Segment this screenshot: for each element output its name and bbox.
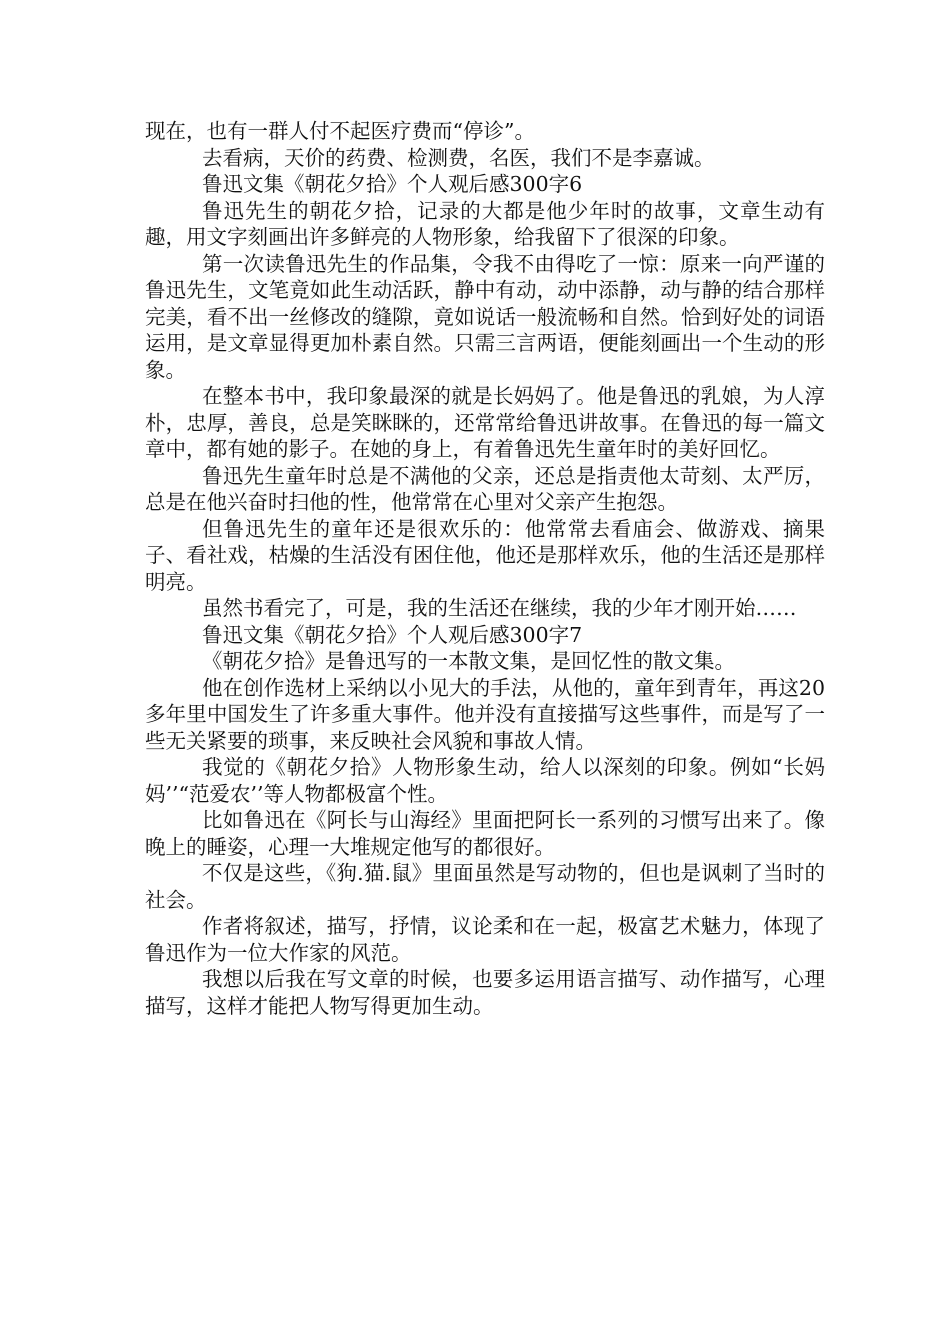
section-heading: 鲁迅文集《朝花夕拾》个人观后感300字6 — [202, 172, 583, 196]
paragraph: 我觉的《朝花夕拾》人物形象生动，给人以深刻的印象。例如“长妈妈’’“范爱农’’等人物都极富个性。 — [145, 755, 825, 806]
paragraph: 不仅是这些，《狗.猫.鼠》里面虽然是写动物的，但也是讽刺了当时的社会。 — [145, 861, 825, 912]
paragraph: 鲁迅先生童年时总是不满他的父亲，还总是指责他太苛刻、太严厉，总是在他兴奋时扫他的性，他常常在心里对父亲产生抱怨。 — [145, 463, 825, 514]
paragraph: 第一次读鲁迅先生的作品集，令我不由得吃了一惊：原来一向严谨的鲁迅先生，文笔竟如此生动活跃，静中有动，动中添静，动与静的结合那样完美，看不出一丝修改的缝隙，竟如说话一般流畅和自然。恰到好处的词语运用，是文章显得更加朴素自然。只需三言两语，便能刻画出一个生动的形象。 — [145, 251, 825, 382]
paragraph: 《朝花夕拾》是鲁迅写的一本散文集，是回忆性的散文集。 — [202, 649, 735, 673]
document-body — [145, 118, 825, 1019]
paragraph: 作者将叙述，描写，抒情，议论柔和在一起，极富艺术魅力，体现了鲁迅作为一位大作家的风范。 — [145, 914, 825, 965]
section-heading: 鲁迅文集《朝花夕拾》个人观后感300字7 — [202, 622, 583, 647]
paragraph: 但鲁迅先生的童年还是很欢乐的：他常常去看庙会、做游戏、摘果子、看社戏，枯燥的生活没有困住他，他还是那样欢乐，他的生活还是那样明亮。 — [145, 516, 825, 594]
paragraph: 虽然书看完了，可是，我的生活还在继续，我的少年才刚开始…… — [202, 596, 797, 620]
paragraph: 比如鲁迅在《阿长与山海经》里面把阿长一系列的习惯写出来了。像晚上的睡姿，心理一大堆规定他写的都很好。 — [145, 808, 825, 859]
paragraph: 去看病，天价的药费、检测费，名医，我们不是李嘉诚。 — [202, 145, 715, 170]
paragraph: 他在创作选材上采纳以小见大的手法，从他的，童年到青年，再这20多年里中国发生了许多重大事件。他并没有直接描写这些事件，而是写了一些无关紧要的琐事，来反映社会风貌和事故人情。 — [145, 675, 825, 753]
paragraph: 我想以后我在写文章的时候，也要多运用语言描写、动作描写，心理描写，这样才能把人物写得更加生动。 — [145, 967, 825, 1018]
paragraph: 鲁迅先生的朝花夕拾，记录的大都是他少年时的故事，文章生动有趣，用文字刻画出许多鲜亮的人物形象，给我留下了很深的印象。 — [145, 198, 825, 249]
paragraph-continued: 现在，也有一群人付不起医疗费而“停诊”。 — [145, 119, 535, 143]
paragraph: 在整本书中，我印象最深的就是长妈妈了。他是鲁迅的乳娘，为人淳朴，忠厚，善良，总是笑眯眯的，还常常给鲁迅讲故事。在鲁迅的每一篇文章中，都有她的影子。在她的身上，有着鲁迅先生童年时的美好回忆。 — [145, 384, 825, 461]
